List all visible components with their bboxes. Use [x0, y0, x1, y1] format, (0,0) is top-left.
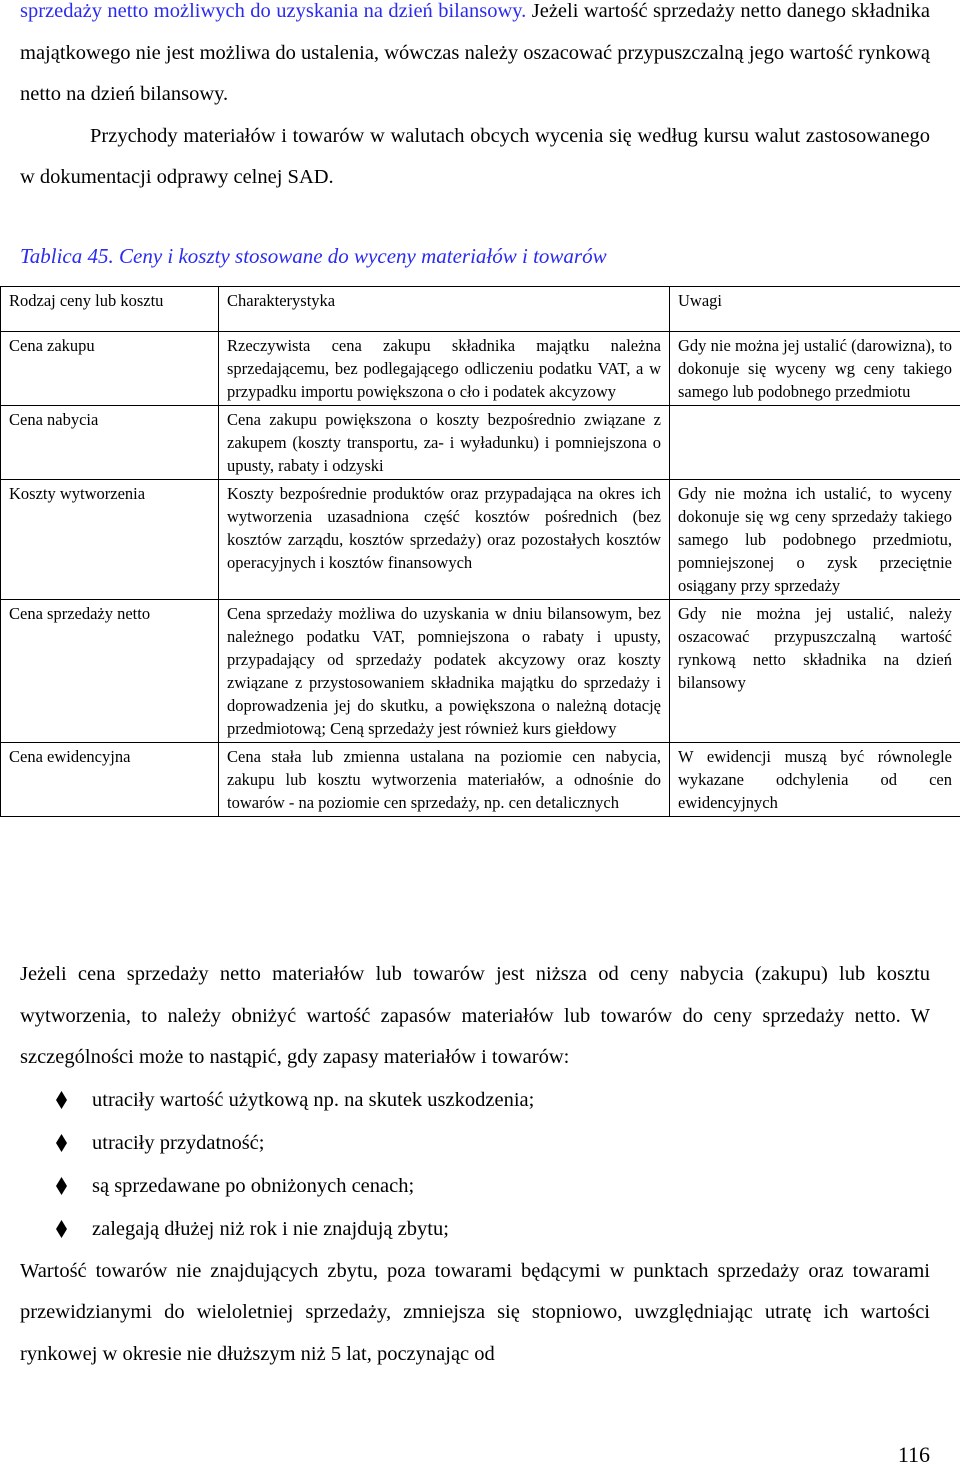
- paragraph-unsold-goods: Wartość towarów nie znajdujących zbytu, poza towarami będącymi w punktach sprzedaży oraz towarami przewidzianymi do wieloletniej sprzedaży, zmniejsza się stopniowo, uwzględniając utratę ich wartości rynkowej w okresie nie dłuższym niż 5 lat, poczynając od: [20, 1251, 930, 1376]
- table-header-row: [1, 287, 960, 332]
- highlighted-phrase: sprzedaży netto możliwych do uzyskania na dzień bilansowy.: [20, 0, 526, 22]
- table-row: [1, 480, 960, 600]
- row-notes: [670, 406, 960, 480]
- row-description: Cena sprzedaży możliwa do uzyskania w dniu bilansowym, bez należnego podatku VAT, pomniejszona o rabaty i upusty, przypadający od sprzedaży podatek akcyzowy oraz koszty związane z przystosowaniem składnika majątku do sprzedaży i doprowadzenia jej do skutku, a powiększona o należną dotację przedmiotową; Ceną sprzedaży jest również kurs giełdowy: [219, 600, 670, 743]
- diamond-bullet-icon: [56, 1091, 67, 1109]
- paragraph-foreign-currency: Przychody materiałów i towarów w walutach obcych wycenia się według kursu walut zastosowanego w dokumentacji odprawy celnej SAD.: [20, 116, 930, 199]
- row-description: Cena stała lub zmienna ustalana na poziomie cen nabycia, zakupu lub kosztu wytworzenia materiałów, a odnośnie do towarów - na poziomie cen sprzedaży, np. cen detalicznych: [219, 743, 670, 817]
- top-paragraph: [20, 0, 930, 199]
- list-item: zalegają dłużej niż rok i nie znajdują zbytu;: [20, 1208, 930, 1251]
- page-number: 116: [898, 1444, 930, 1466]
- row-description: Rzeczywista cena zakupu składnika majątku należna sprzedającemu, bez podlegającego odliczeniu podatku VAT, a w przypadku importu powiększona o cło i podatek akcyzowy: [219, 332, 670, 406]
- row-notes: Gdy nie można jej ustalić (darowizna), to dokonuje się wyceny wg ceny takiego samego lub podobnego przedmiotu: [670, 332, 960, 406]
- table-row: [1, 406, 960, 480]
- row-type: Cena ewidencyjna: [1, 743, 219, 817]
- table-caption: Tablica 45. Ceny i koszty stosowane do wyceny materiałów i towarów: [20, 244, 607, 269]
- diamond-bullet-icon: [56, 1220, 67, 1238]
- paragraph-lower-value: Jeżeli cena sprzedaży netto materiałów lub towarów jest niższa od ceny nabycia (zakupu) lub kosztu wytworzenia, to należy obniżyć wartość zapasów materiałów lub towarów do ceny sprzedaży netto. W szczególności może to nastąpić, gdy zapasy materiałów i towarów:: [20, 954, 930, 1079]
- row-description: Cena zakupu powiększona o koszty bezpośrednio związane z zakupem (koszty transportu, za- i wyładunku) i pomniejszona o upusty, rabaty i odzyski: [219, 406, 670, 480]
- table-row: [1, 743, 960, 817]
- row-type: Koszty wytworzenia: [1, 480, 219, 600]
- row-notes: Gdy nie można ich ustalić, to wyceny dokonuje się wg ceny sprzedaży takiego samego lub podobnego przedmiotu, pomniejszonej o zysk przeciętnie osiągany przy sprzedaży: [670, 480, 960, 600]
- table-row: [1, 332, 960, 406]
- bullet-list: [20, 1079, 930, 1251]
- row-notes: W ewidencji muszą być równolegle wykazane odchylenia od cen ewidencyjnych: [670, 743, 960, 817]
- diamond-bullet-icon: [56, 1134, 67, 1152]
- list-item: utraciły wartość użytkową np. na skutek uszkodzenia;: [20, 1079, 930, 1122]
- header-description: Charakterystyka: [219, 287, 670, 332]
- diamond-bullet-icon: [56, 1177, 67, 1195]
- header-type: Rodzaj ceny lub kosztu: [1, 287, 219, 332]
- row-type: Cena sprzedaży netto: [1, 600, 219, 743]
- list-item: są sprzedawane po obniżonych cenach;: [20, 1165, 930, 1208]
- bottom-section: [20, 954, 930, 1375]
- price-cost-table: [0, 286, 960, 817]
- row-type: Cena zakupu: [1, 332, 219, 406]
- header-notes: Uwagi: [670, 287, 960, 332]
- row-description: Koszty bezpośrednie produktów oraz przypadająca na okres ich wytworzenia uzasadniona część kosztów pośrednich (bez kosztów zarządu, kosztów sprzedaży) oraz pozostałych kosztów operacyjnych i kosztów finansowych: [219, 480, 670, 600]
- row-notes: Gdy nie można jej ustalić, należy oszacować przypuszczalną wartość rynkową netto składnika na dzień bilansowy: [670, 600, 960, 743]
- row-type: Cena nabycia: [1, 406, 219, 480]
- list-item: utraciły przydatność;: [20, 1122, 930, 1165]
- paragraph-net-sale-value: sprzedaży netto możliwych do uzyskania na dzień bilansowy. Jeżeli wartość sprzedaży netto danego składnika majątkowego nie jest możliwa do ustalenia, wówczas należy oszacować przypuszczalną jego wartość rynkową netto na dzień bilansowy.: [20, 0, 930, 116]
- table-row: [1, 600, 960, 743]
